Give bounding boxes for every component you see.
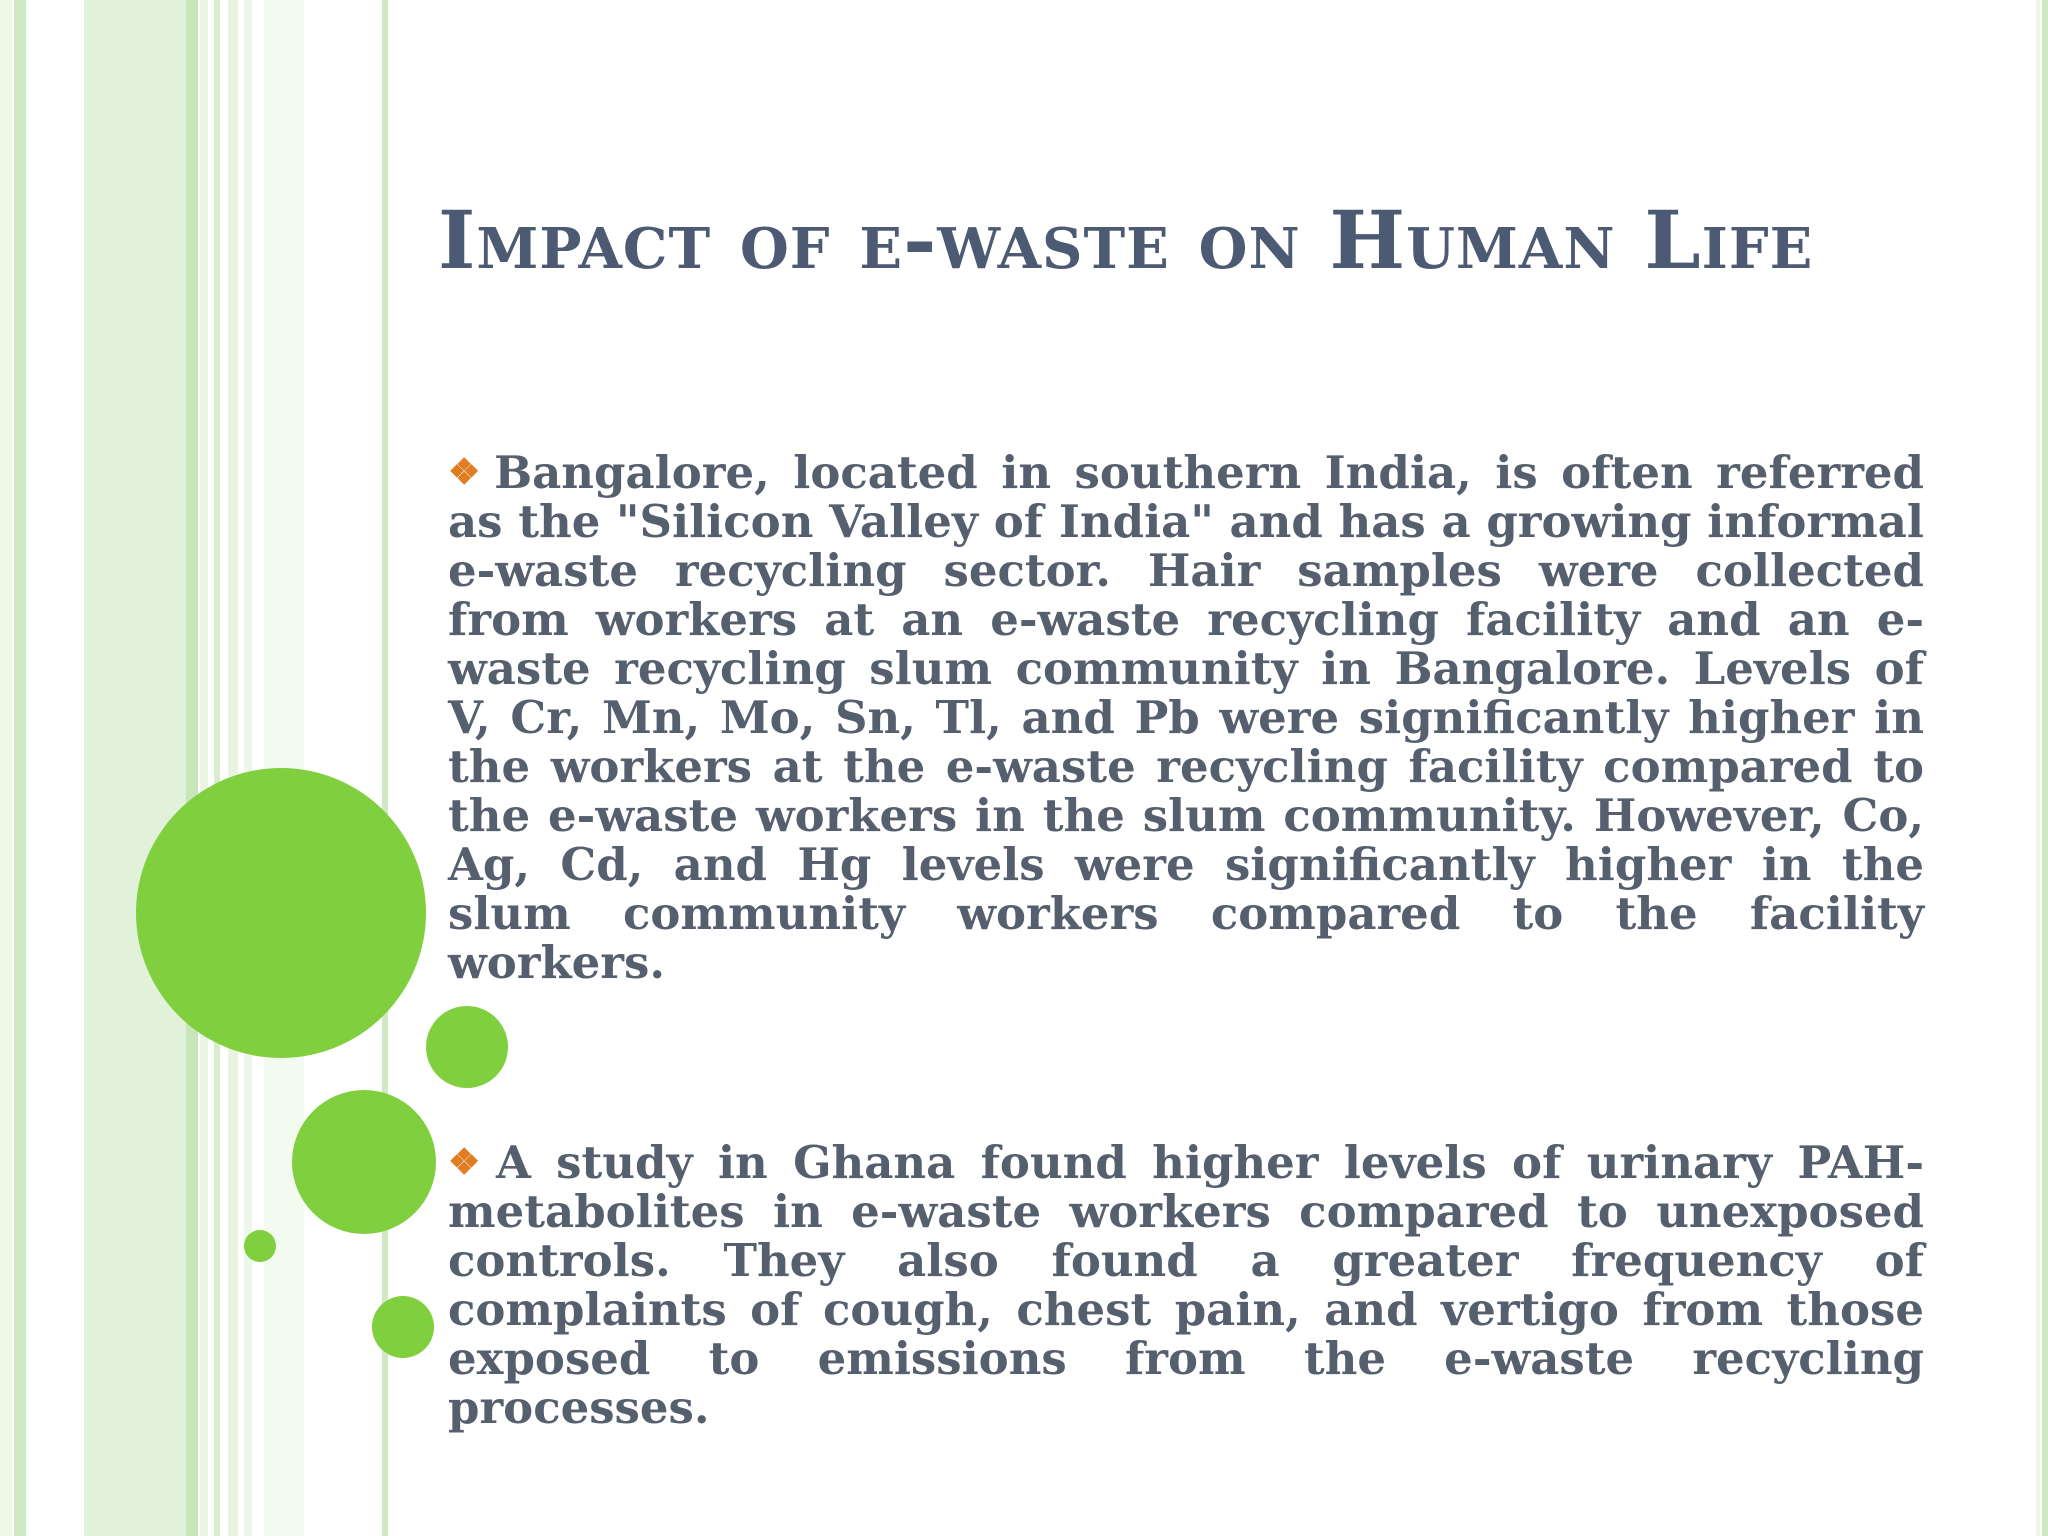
decorative-stripe (2042, 0, 2048, 1536)
bullet-paragraph (448, 1138, 1924, 1432)
paragraph-text: A study in Ghana found higher levels of urinary PAH-metabolites in e-waste workers compared to unexposed controls. They also found a greater frequency of complaints of cough, chest pain, and vertigo from those exposed to emissions from the e-waste recycling processes. (448, 1136, 1924, 1434)
decorative-circle-tiny (244, 1230, 276, 1262)
decorative-circle-small (372, 1296, 434, 1358)
paragraph-text: Bangalore, located in southern India, is often referred as the "Silicon Valley of India" and has a growing informal e-waste recycling sector. Hair samples were collected from workers at an e-waste recycling facility and an e-waste recycling slum community in Bangalore. Levels of V, Cr, Mn, Mo, Sn, Tl, and Pb were significantly higher in the workers at the e-waste recycling facility compared to the e-waste workers in the slum community. However, Co, Ag, Cd, and Hg levels were significantly higher in the slum community workers compared to the facility workers. (448, 446, 1924, 989)
slide-title: Impact of e-waste on Human Life (438, 193, 1814, 287)
decorative-stripe (200, 0, 208, 1536)
decorative-stripe (26, 0, 84, 1536)
decorative-stripe (14, 0, 26, 1536)
decorative-stripe (228, 0, 238, 1536)
decorative-circle-medium (292, 1090, 436, 1234)
decorative-stripe (186, 0, 198, 1536)
decorative-stripe (84, 0, 196, 1536)
bullet-paragraph (448, 448, 1924, 987)
decorative-circle-small (426, 1006, 508, 1088)
decorative-stripe (0, 0, 12, 1536)
diamond-bullet-icon: ❖ (448, 451, 489, 493)
diamond-bullet-icon: ❖ (448, 1141, 490, 1183)
decorative-stripe (2036, 0, 2040, 1536)
decorative-stripe (244, 0, 252, 1536)
decorative-circle-large (136, 768, 426, 1058)
decorative-stripe (214, 0, 220, 1536)
